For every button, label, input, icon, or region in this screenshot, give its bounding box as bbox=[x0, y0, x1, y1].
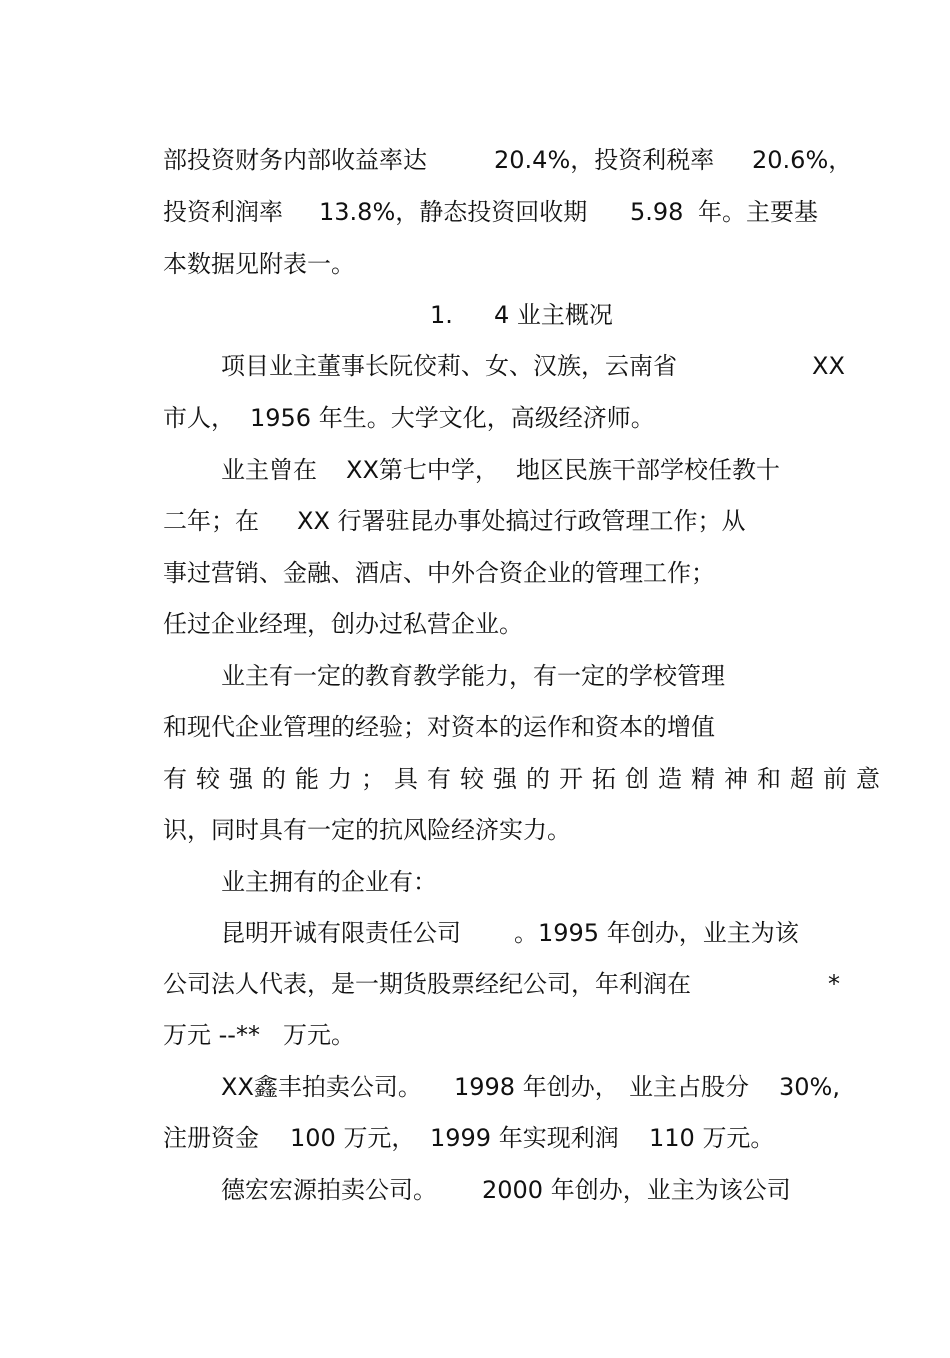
text-line-14 bbox=[0, 810, 950, 850]
text-segment: 和现代企业管理的经验；对资本的运作和资本的增值 bbox=[163, 713, 715, 741]
text-line-9 bbox=[0, 553, 950, 593]
text-segment: 项目业主董事长阮佼莉、女、汉族，云南省 bbox=[221, 352, 677, 380]
text-segment: 公司法人代表，是一期货股票经纪公司，年利润在 bbox=[163, 970, 691, 998]
text-segment: 20.6%， bbox=[752, 146, 853, 174]
text-line-15 bbox=[0, 862, 950, 902]
text-line-16 bbox=[0, 913, 950, 953]
text-segment: 年。主要基 bbox=[698, 198, 818, 226]
text-line-18 bbox=[0, 1015, 950, 1055]
text-segment: 部投资财务内部收益率达 bbox=[163, 146, 427, 174]
text-line-5 bbox=[0, 346, 950, 386]
text-line-17 bbox=[0, 964, 950, 1004]
text-segment: 业主曾在 bbox=[221, 456, 317, 484]
section-number: 1. bbox=[430, 301, 453, 329]
text-segment: 20.4%，投资利税率 bbox=[494, 146, 715, 174]
text-segment: 德宏宏源拍卖公司。 bbox=[221, 1176, 437, 1204]
text-segment: 注册资金 bbox=[163, 1124, 259, 1152]
text-line-6 bbox=[0, 398, 950, 438]
text-segment: 110 万元。 bbox=[649, 1124, 775, 1152]
text-segment: 1998 年创办， bbox=[454, 1073, 619, 1101]
text-segment: 业主拥有的企业有： bbox=[221, 868, 437, 896]
text-segment: 投资利润率 bbox=[163, 198, 283, 226]
text-segment: XX 行署驻昆办事处搞过行政管理工作；从 bbox=[297, 507, 746, 535]
text-segment: 市人， bbox=[163, 404, 235, 432]
text-segment: 5.98 bbox=[630, 198, 684, 226]
text-line-12 bbox=[0, 707, 950, 747]
text-segment: 地区民族干部学校任教十 bbox=[516, 456, 780, 484]
text-line-11 bbox=[0, 656, 950, 696]
text-segment: 万元 --** bbox=[163, 1021, 260, 1049]
text-line-1 bbox=[0, 140, 950, 180]
text-line-8 bbox=[0, 501, 950, 541]
text-line-20 bbox=[0, 1118, 950, 1158]
text-segment: 。1995 年创办，业主为该 bbox=[514, 919, 799, 947]
text-segment: 2000 年创办，业主为该公司 bbox=[482, 1176, 791, 1204]
text-segment: 万元。 bbox=[283, 1021, 355, 1049]
text-segment: 有较强的能力；具有较强的开拓创造精神和超前意 bbox=[163, 765, 889, 793]
text-line-7 bbox=[0, 450, 950, 490]
text-line-3 bbox=[0, 244, 950, 284]
text-segment: 13.8%，静态投资回收期 bbox=[319, 198, 588, 226]
section-heading bbox=[0, 295, 950, 335]
text-line-21 bbox=[0, 1170, 950, 1210]
text-segment: 业主占股分 bbox=[629, 1073, 749, 1101]
text-segment: XX bbox=[812, 352, 845, 380]
text-segment: 事过营销、金融、酒店、中外合资企业的管理工作； bbox=[163, 559, 715, 587]
text-segment: 识，同时具有一定的抗风险经济实力。 bbox=[163, 816, 571, 844]
text-segment: 1956 年生。大学文化，高级经济师。 bbox=[250, 404, 655, 432]
text-segment: 二年；在 bbox=[163, 507, 259, 535]
text-segment: * bbox=[828, 970, 840, 998]
text-line-19 bbox=[0, 1067, 950, 1107]
text-segment: XX鑫丰拍卖公司。 bbox=[221, 1073, 422, 1101]
text-segment: 1999 年实现利润 bbox=[430, 1124, 619, 1152]
text-segment: 昆明开诚有限责任公司 bbox=[221, 919, 461, 947]
text-line-2 bbox=[0, 192, 950, 232]
text-segment: XX第七中学， bbox=[346, 456, 499, 484]
text-segment: 本数据见附表一。 bbox=[163, 250, 355, 278]
text-line-10 bbox=[0, 604, 950, 644]
text-segment: 30%, bbox=[779, 1073, 840, 1101]
section-title: 4 业主概况 bbox=[494, 301, 613, 329]
text-segment: 100 万元， bbox=[290, 1124, 416, 1152]
text-segment: 业主有一定的教育教学能力，有一定的学校管理 bbox=[221, 662, 725, 690]
text-line-13 bbox=[0, 759, 950, 799]
text-segment: 任过企业经理，创办过私营企业。 bbox=[163, 610, 523, 638]
